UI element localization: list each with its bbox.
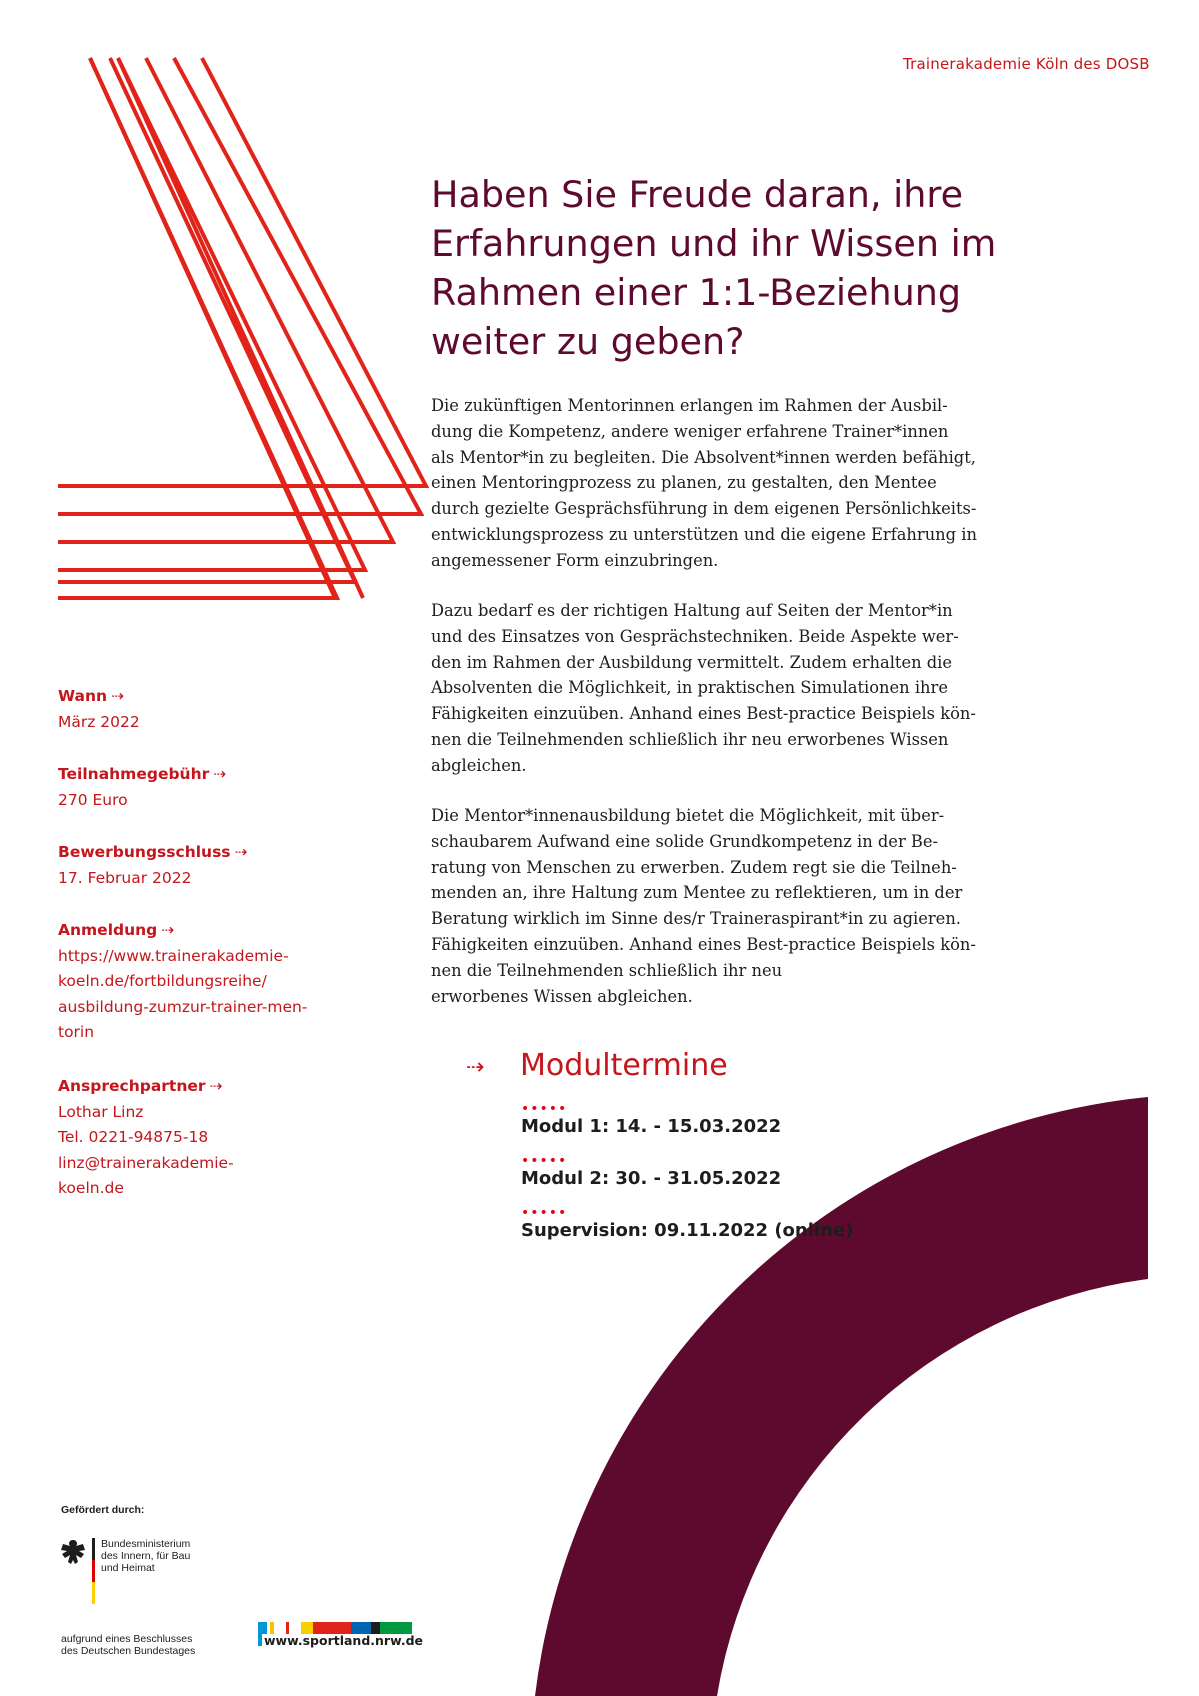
body-line: Fähigkeiten einzuüben. Anhand eines Best-practice Beispiels kön- xyxy=(431,704,976,724)
info-value: März 2022 xyxy=(58,712,140,731)
ministry-line: des Innern, für Bau xyxy=(101,1550,191,1562)
info-bewerbungsschluss xyxy=(58,840,358,891)
registration-link[interactable]: ausbildung-zumzur-trainer-men- xyxy=(58,997,308,1016)
body-line: dung die Kompetenz, andere weniger erfahrene Trainer*innen xyxy=(431,421,949,441)
module-date: Supervision: 09.11.2022 (online) xyxy=(521,1220,854,1241)
body-line: menden an, ihre Haltung zum Mentee zu reflektieren, um in der xyxy=(431,883,963,903)
info-label xyxy=(58,918,358,944)
headline-line: weiter zu geben? xyxy=(431,320,745,363)
registration-link[interactable]: https://www.trainerakademie- xyxy=(58,946,289,965)
contact-name: Lothar Linz xyxy=(58,1102,144,1121)
ministry-line: Bundesministerium xyxy=(101,1538,191,1550)
body-line: nen die Teilnehmenden schließlich ihr neu erworbenes Wissen xyxy=(431,729,949,749)
arrow-right-icon: ⇢ xyxy=(111,687,125,705)
body-line: Absolventen die Möglichkeit, in praktischen Simulationen ihre xyxy=(431,678,948,698)
info-value: 270 Euro xyxy=(58,790,128,809)
body-line: als Mentor*in zu begleiten. Die Absolvent*innen werden befähigt, xyxy=(431,447,976,467)
organization-name: Trainerakademie Köln des DOSB xyxy=(903,55,1150,73)
arrow-right-icon: ⇢ xyxy=(161,921,175,939)
dots-icon: ••••• xyxy=(521,1153,568,1169)
body-line: einen Mentoringprozess zu planen, zu gestalten, den Mentee xyxy=(431,473,937,493)
registration-link[interactable]: torin xyxy=(58,1023,95,1041)
headline-line: Rahmen einer 1:1-Beziehung xyxy=(431,271,962,314)
body-line: durch gezielte Gesprächsführung in dem eigenen Persönlichkeits- xyxy=(431,499,977,519)
contact-phone[interactable]: Tel. 0221-94875-18 xyxy=(58,1128,209,1146)
page-headline xyxy=(431,170,1071,366)
arrow-right-icon: ⇢ xyxy=(466,1055,485,1080)
arrow-right-icon: ⇢ xyxy=(209,1077,223,1095)
body-line: erworbenes Wissen abgleichen. xyxy=(431,986,693,1006)
registration-link[interactable]: koeln.de/fortbildungsreihe/ xyxy=(58,972,267,990)
body-line: Die Mentor*innenausbildung bietet die Möglichkeit, mit über- xyxy=(431,806,945,825)
label-text: Bewerbungsschluss xyxy=(58,843,231,861)
body-line: den im Rahmen der Ausbildung vermittelt. Zudem erhalten die xyxy=(431,652,953,672)
funded-by-label: Gefördert durch: xyxy=(61,1504,145,1516)
dots-icon: ••••• xyxy=(521,1101,568,1117)
sportland-url[interactable]: www.sportland.nrw.de xyxy=(264,1633,424,1648)
info-wann xyxy=(58,684,358,735)
body-line: Fähigkeiten einzuüben. Anhand eines Best-practice Beispiels kön- xyxy=(431,934,976,954)
module-date: Modul 1: 14. - 15.03.2022 xyxy=(521,1116,782,1137)
body-line: Die zukünftigen Mentorinnen erlangen im Rahmen der Ausbil- xyxy=(431,396,948,415)
decision-line: aufgrund eines Beschlusses xyxy=(61,1633,193,1645)
contact-email[interactable]: linz@trainerakademie- xyxy=(58,1153,234,1172)
label-text: Ansprechpartner xyxy=(58,1077,206,1095)
arrow-right-icon: ⇢ xyxy=(234,843,248,861)
body-paragraph-2 xyxy=(431,598,991,779)
body-paragraph-3 xyxy=(431,803,991,1009)
body-line: entwicklungsprozess zu unterstützen und die eigene Erfahrung in xyxy=(431,524,977,544)
dots-icon: ••••• xyxy=(521,1205,568,1221)
info-label xyxy=(58,684,358,710)
module-date: Modul 2: 30. - 31.05.2022 xyxy=(521,1168,782,1189)
contact-email[interactable]: koeln.de xyxy=(58,1179,124,1197)
decision-line: des Deutschen Bundestages xyxy=(61,1645,196,1657)
bundestag-decision xyxy=(61,1633,195,1657)
info-gebuehr xyxy=(58,762,358,813)
body-paragraph-1 xyxy=(431,393,991,574)
headline-line: Haben Sie Freude daran, ihre xyxy=(431,173,964,216)
info-value: 17. Februar 2022 xyxy=(58,868,192,887)
body-line: schaubarem Aufwand eine solide Grundkompetenz in der Be- xyxy=(431,831,939,851)
info-label xyxy=(58,762,358,788)
body-line: Dazu bedarf es der richtigen Haltung auf Seiten der Mentor*in xyxy=(431,601,953,620)
ministry-line: und Heimat xyxy=(101,1562,155,1574)
info-ansprechpartner xyxy=(58,1074,358,1202)
info-anmeldung xyxy=(58,918,358,1046)
body-line: und des Einsatzes von Gesprächstechniken. Beide Aspekte wer- xyxy=(431,626,959,646)
flag-stripe xyxy=(92,1538,95,1604)
label-text: Anmeldung xyxy=(58,921,158,939)
info-label xyxy=(58,840,358,866)
body-line: abgleichen. xyxy=(431,755,527,775)
info-label xyxy=(58,1074,358,1100)
label-text: Teilnahmegebühr xyxy=(58,765,210,783)
sportland-logo xyxy=(258,1622,433,1646)
federal-eagle-icon xyxy=(58,1538,88,1572)
body-line: ratung von Menschen zu erwerben. Zudem regt sie die Teilneh- xyxy=(431,857,957,877)
label-text: Wann xyxy=(58,687,108,705)
ministry-name xyxy=(101,1538,190,1574)
body-line: angemessener Form einzubringen. xyxy=(431,550,719,570)
arrow-right-icon: ⇢ xyxy=(213,765,227,783)
body-line: nen die Teilnehmenden schließlich ihr neu xyxy=(431,960,783,980)
headline-line: Erfahrungen und ihr Wissen im xyxy=(431,222,997,265)
modules-title: Modultermine xyxy=(520,1048,728,1083)
body-line: Beratung wirklich im Sinne des/r Traineraspirant*in zu agieren. xyxy=(431,909,961,929)
